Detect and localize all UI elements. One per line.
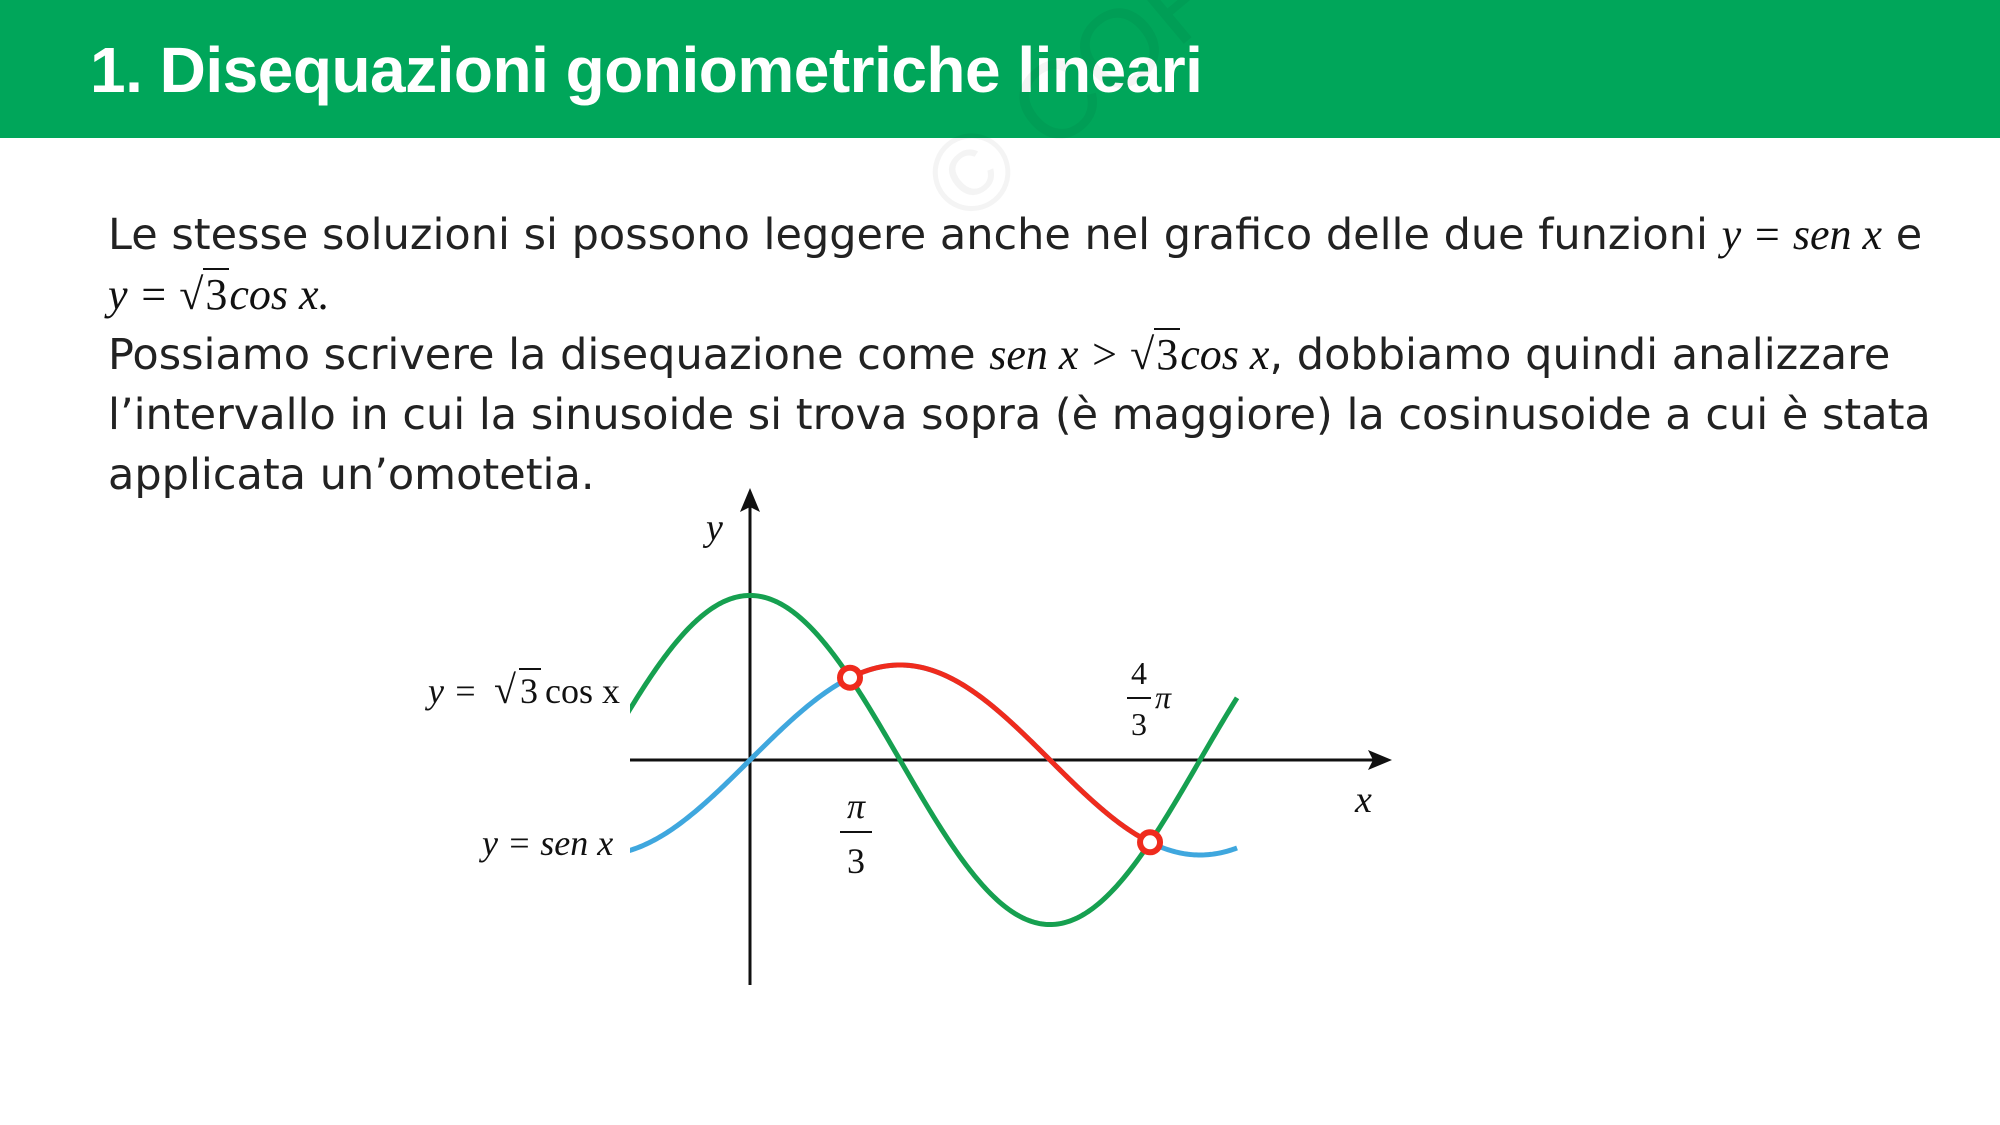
y-axis-label: y — [706, 507, 723, 549]
intersection-point-pi3 — [840, 668, 860, 688]
cos-curve-label — [425, 667, 620, 712]
formula-inequality: sen x > √3cos x — [989, 330, 1270, 379]
svg-text:y =: y = — [428, 671, 478, 711]
formula-sen: y = sen x — [1721, 210, 1883, 259]
svg-text:√: √ — [494, 667, 516, 712]
svg-text:π: π — [846, 786, 866, 826]
text-segment: e — [1895, 210, 1923, 260]
svg-text:cos x: cos x — [545, 671, 620, 711]
svg-text:π: π — [1155, 679, 1172, 715]
text-segment: , dobbiamo quindi analizzare — [1269, 330, 1891, 380]
formula-sqrt3-cos: y = √3cos x. — [108, 270, 330, 319]
sin-curve-label: y = sen x — [482, 823, 614, 863]
svg-text:4: 4 — [1131, 655, 1147, 691]
text-segment: applicata un’omotetia. — [108, 450, 595, 500]
text-segment: l’intervallo in cui la sinusoide si trova sopra (è maggiore) la cosinusoide a cui è stata — [108, 390, 1931, 440]
text-segment: Possiamo scrivere la disequazione come — [108, 330, 976, 380]
intersection-point-4pi3 — [1140, 832, 1160, 852]
text-segment: Le stesse soluzioni si possono leggere anche nel grafico delle due funzioni — [108, 210, 1708, 260]
svg-text:3: 3 — [1131, 706, 1147, 742]
tick-label-pi-over-3 — [840, 786, 872, 881]
svg-text:3: 3 — [520, 671, 538, 711]
x-axis-label: x — [1355, 779, 1372, 821]
page-title: 1. Disequazioni goniometriche lineari — [90, 34, 1203, 106]
tick-label-4pi-over-3 — [1127, 655, 1172, 742]
svg-text:3: 3 — [847, 841, 865, 881]
